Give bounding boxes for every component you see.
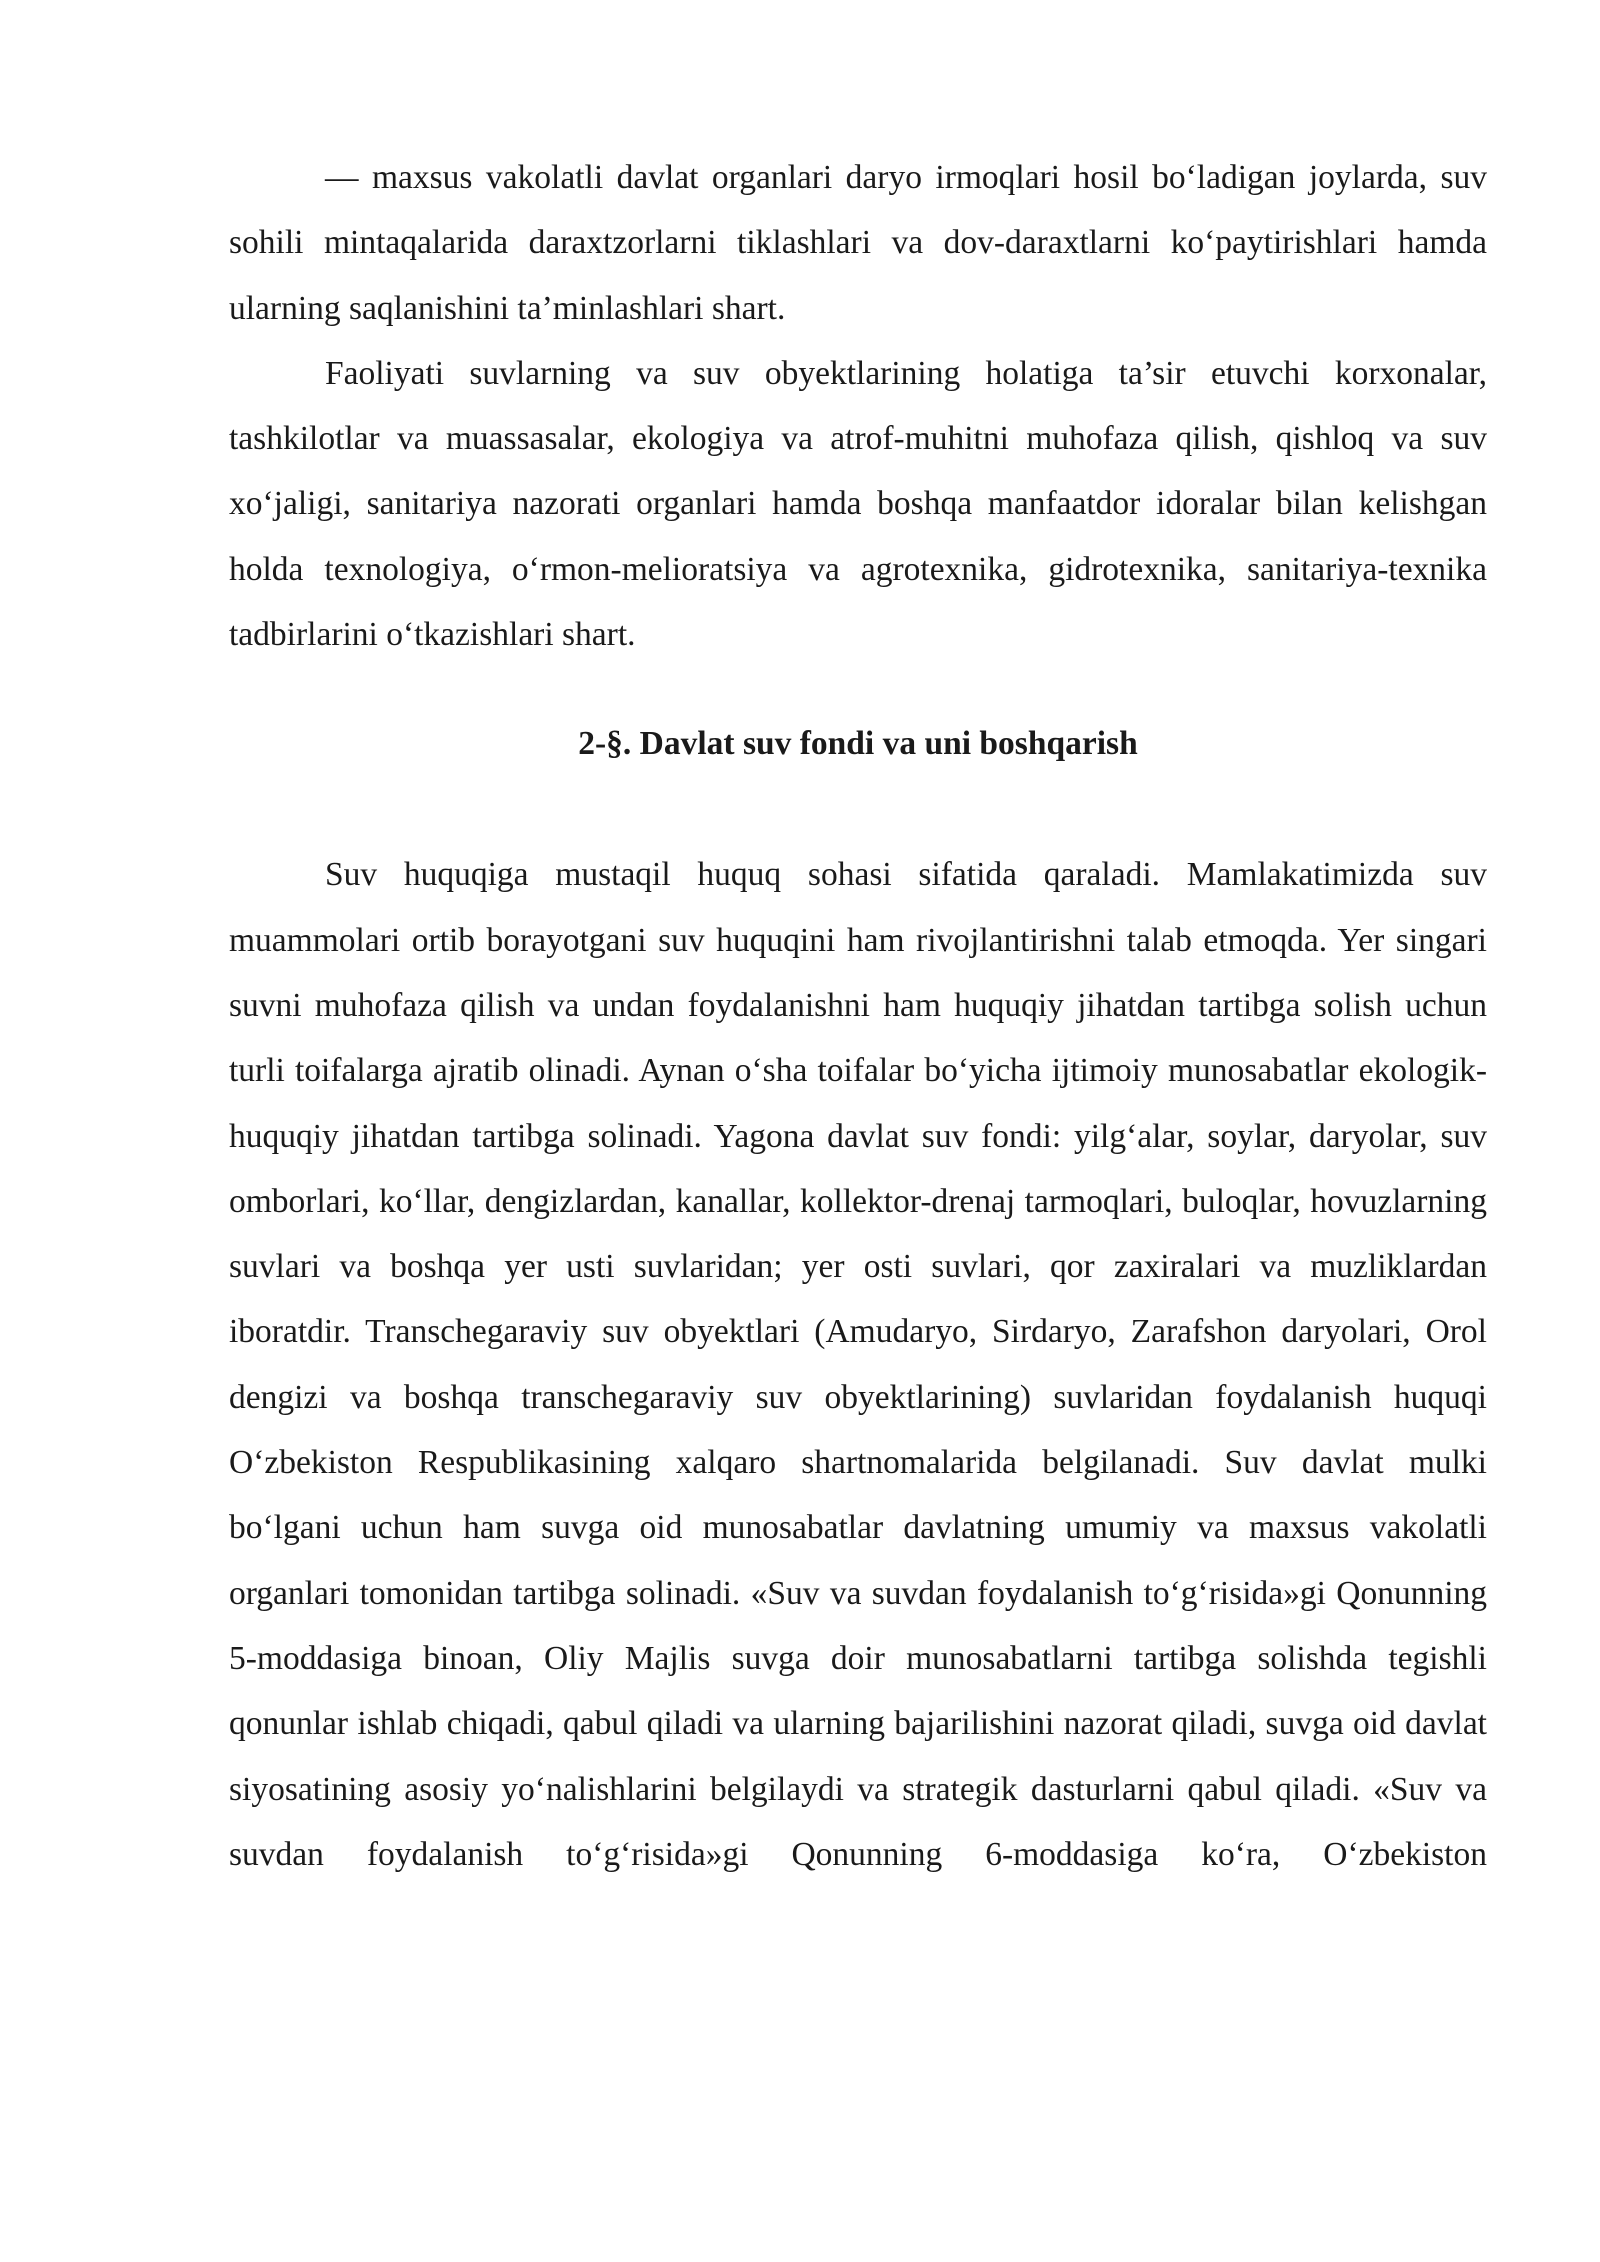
document-body xyxy=(229,145,1487,1887)
paragraph-organization-duties: Faoliyati suvlarning va suv obyektlarining holatiga ta’sir etuvchi korxonalar, tashkilotlar va muassasalar, ekologiya va atrof-muhitni muhofaza qilish, qishloq va suv xo‘jaligi, sanitariya nazorati organlari hamda boshqa manfaatdor idoralar bilan kelishgan holda texnologiya, o‘rmon-melioratsiya va agrotexnika, gidrotexnika, sanitariya-texnika tadbirlarini o‘tkazishlari shart. xyxy=(229,354,1487,654)
section-heading: 2-§. Davlat suv fondi va uni boshqarish xyxy=(578,725,1138,763)
paragraph-water-protection: — maxsus vakolatli davlat organlari daryo irmoqlari hosil bo‘ladigan joylarda, suv sohili mintaqalarida daraxtzorlarni tiklashlari va dov-daraxtlarni ko‘paytirishlari hamda ularning saqlanishini ta’minlashlari shart. xyxy=(229,159,1487,327)
heading-spacer xyxy=(229,776,1487,842)
paragraph-state-water-fund: Suv huquqiga mustaqil huquq sohasi sifatida qaraladi. Mamlakatimizda suv muammolari ortib borayotgani suv huquqini ham rivojlantirishni talab etmoqda. Yer singari suvni muhofaza qilish va undan foydalanishni ham huquqiy jihatdan tartibga solish uchun turli toifalarga ajratib olinadi. Aynan o‘sha toifalar bo‘yicha ijtimoiy munosabatlar ekologik-huquqiy jihatdan tartibga solinadi. Yagona davlat suv fondi: yilg‘alar, soylar, daryolar, suv omborlari, ko‘llar, dengizlardan, kanallar, kollektor-drenaj tarmoqlari, buloqlar, hovuzlarning suvlari va boshqa yer usti suvlaridan; yer osti suvlari, qor zaxiralari va muzliklardan iboratdir. Transchegaraviy suv obyektlari (Amudaryo, Sirdaryo, Zarafshon daryolari, Orol dengizi va boshqa transchegaraviy suv obyektlarining) suvlaridan foydalanish huquqi O‘zbekiston Respublikasining xalqaro shartnomalarida belgilanadi. Suv davlat mulki bo‘lgani uchun ham suvga oid munosabatlar davlatning umumiy va maxsus vakolatli organlari tomonidan tartibga solinadi. «Suv va suvdan foydalanish to‘g‘risida»gi Qonunning 5-moddasiga binoan, Oliy Majlis suvga doir munosabatlarni tartibga solishda tegishli qonunlar ishlab chiqadi, qabul qiladi va ularning bajarilishini nazorat qiladi, suvga oid davlat siyosatining asosiy yo‘nalishlarini belgilaydi va strategik dasturlarni qabul qiladi. «Suv va suvdan foydalanish to‘g‘risida»gi Qonunning 6-moddasiga ko‘ra, O‘zbekiston xyxy=(229,856,1487,1873)
